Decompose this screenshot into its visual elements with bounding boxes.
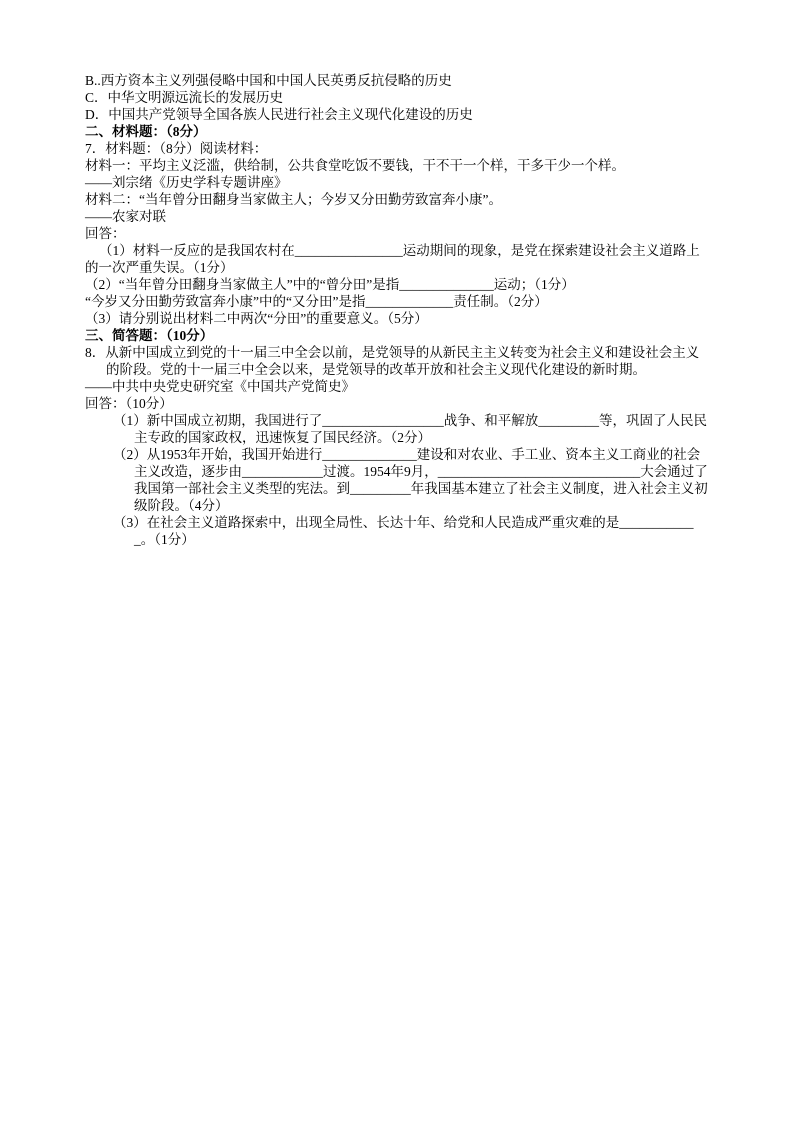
question8-intro: 8．从新中国成立到党的十一届三中全会以前，是党领导的从新民主主义转变为社会主义和建设社会主义的阶段。党的十一届三中全会以来，是党领导的改革开放和社会主义现代化建设的新时期。	[85, 345, 700, 377]
material-two-text: 材料二：“当年曾分田翻身当家做主人；今岁又分田勤劳致富奔小康”。	[85, 192, 502, 207]
question7-part2-line2: “今岁又分田勤劳致富奔小康”中的“又分田”是指_____________责任制。（2分）	[85, 294, 548, 309]
question7-intro: 7．材料题：（8分）阅读材料：	[85, 141, 268, 156]
question7-part2-line1: （2）“当年曾分田翻身当家做主人”中的“曾分田”是指______________运动；（1分）	[85, 277, 575, 292]
question8-part3: （3）在社会主义道路探索中，出现全局性、长达十年、给党和人民造成严重灾难的是____________。（1分）	[113, 515, 694, 547]
question7-part3: （3）请分别说出材料二中两次“分田”的重要意义。（5分）	[85, 311, 428, 326]
question8-part2: （2）从1953年开始，我国开始进行______________建设和对农业、手工业、资本主义工商业的社会主义改造，逐步由____________过渡。1954年9月，______________________________大会通过了我国第一部社会主义类型的宪法。到_________年我国基本建立了社会主义制度，进入社会主义初级阶段。（4分）	[113, 447, 708, 513]
material-two-source: ——农家对联	[85, 209, 166, 224]
material-one-text: 材料一：平均主义泛滥，供给制，公共食堂吃饭不要钱，干不干一个样，干多干少一个样。	[85, 158, 625, 173]
section-three-heading: 三、简答题：（10分）	[85, 328, 214, 343]
question8-source: ——中共中央党史研究室《中国共产党简史》	[85, 379, 355, 394]
question8-answer-label: 回答：（10分）	[85, 396, 173, 411]
mc-options	[85, 72, 710, 123]
question7-answer-label: 回答：	[85, 226, 126, 241]
section-two-heading: 二、材料题：（8分）	[85, 124, 207, 139]
material-one-source: ——刘宗绪《历史学科专题讲座》	[85, 175, 288, 190]
option-b: B..西方资本主义列强侵略中国和中国人民英勇反抗侵略的历史	[85, 73, 452, 88]
option-d: D．中国共产党领导全国各族人民进行社会主义现代化建设的历史	[85, 107, 473, 122]
option-c: C．中华文明源远流长的发展历史	[85, 90, 284, 105]
question8-part1: （1）新中国成立初期，我国进行了__________________战争、和平解放_________等，巩固了人民民主专政的国家政权，迅速恢复了国民经济。（2分）	[113, 413, 707, 445]
question7-part1: （1）材料一反应的是我国农村在________________运动期间的现象，是党在探索建设社会主义道路上的一次严重失误。（1分）	[85, 243, 700, 275]
